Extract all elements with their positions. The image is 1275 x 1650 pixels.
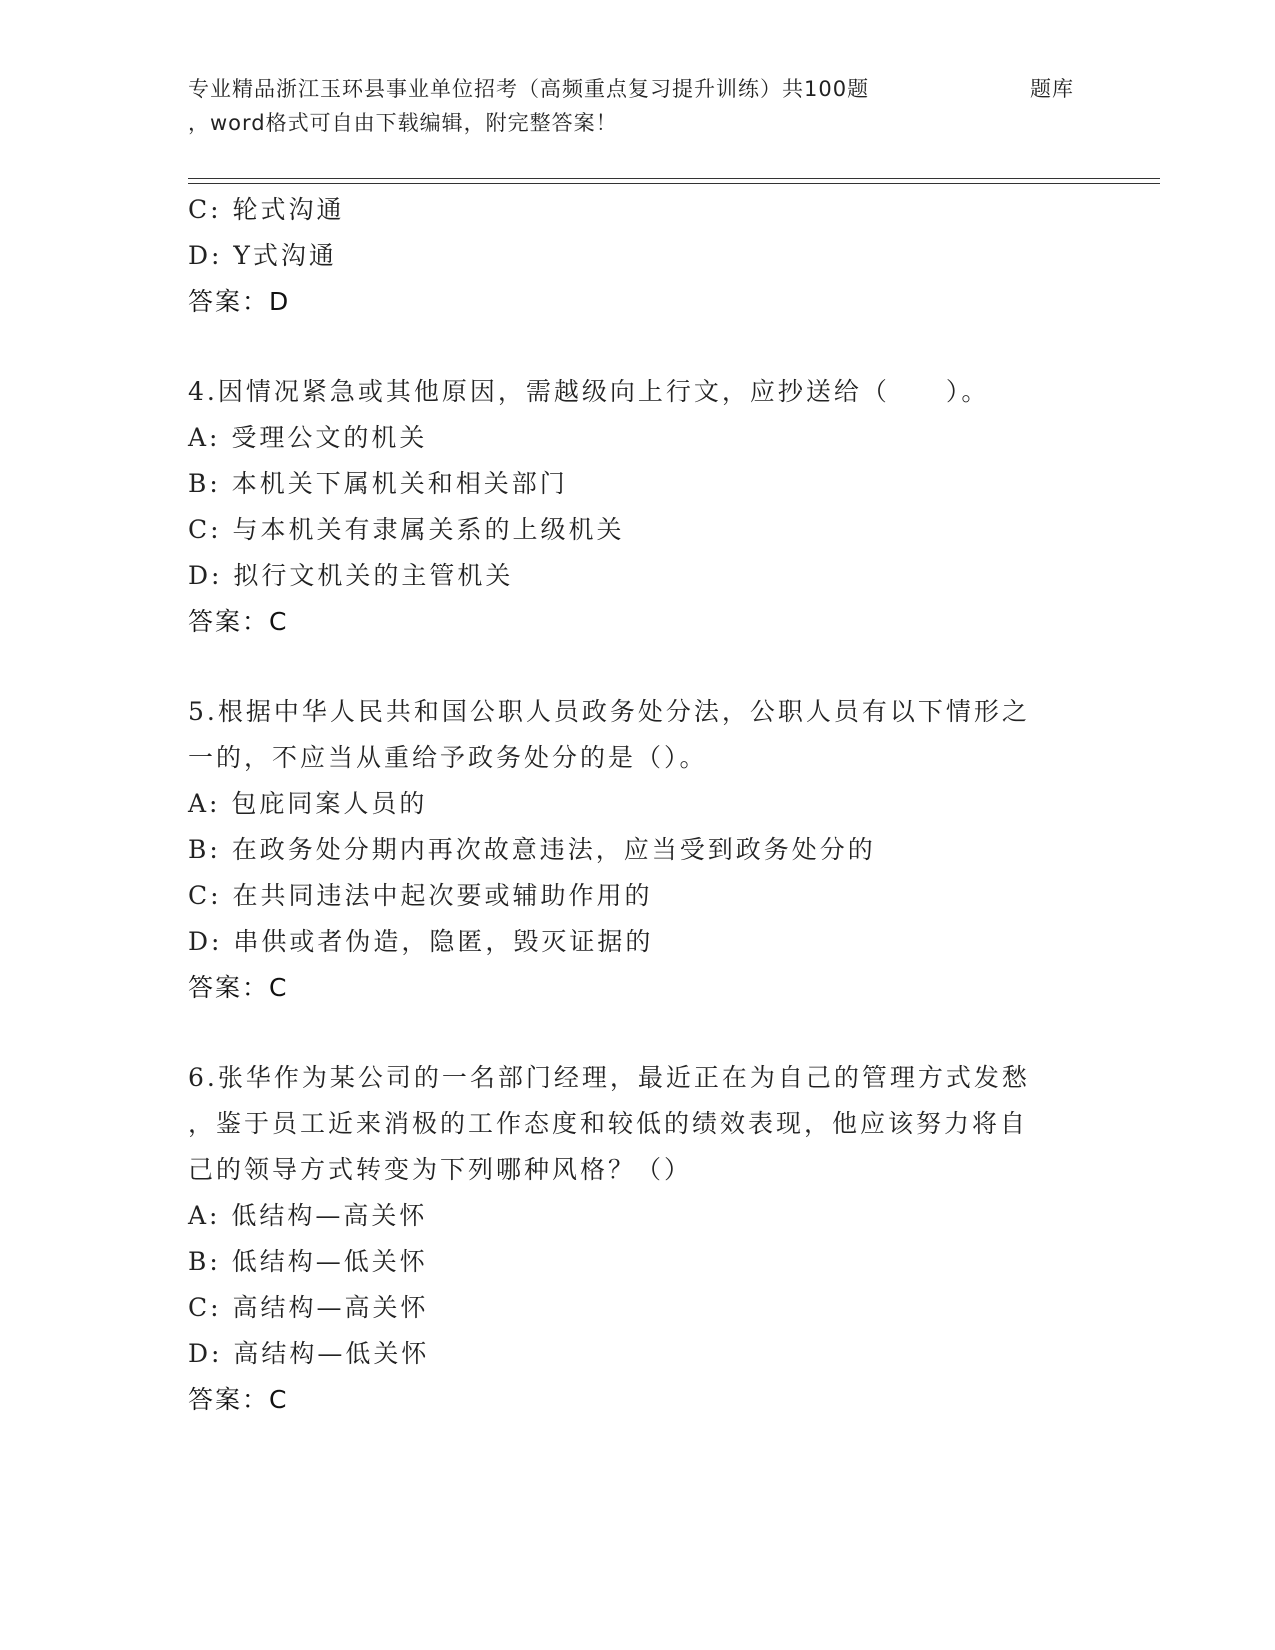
header-line-2: ，word格式可自由下载编辑，附完整答案！ <box>188 111 618 135</box>
question-text: 4.因情况紧急或其他原因，需越级向上行文，应抄送给（ ）。 <box>188 377 990 406</box>
question-text: ，鉴于员工近来消极的工作态度和较低的绩效表现，他应该努力将自 <box>188 1109 1029 1138</box>
header-divider-bottom <box>188 183 1160 184</box>
header-divider-top <box>188 178 1160 179</box>
question-text: 6.张华作为某公司的一名部门经理，最近正在为自己的管理方式发愁 <box>188 1063 1030 1092</box>
option-line: A: 包庇同案人员的 <box>188 789 428 818</box>
option-line: B: 低结构—低关怀 <box>188 1247 428 1276</box>
answer-line: 答案：C <box>188 1385 289 1414</box>
prev-question-block <box>188 187 1088 325</box>
option-line: A: 低结构—高关怀 <box>188 1201 428 1230</box>
document-title: 专业精品浙江玉环县事业单位招考（高频重点复习提升训练）共100题 <box>188 77 870 101</box>
question-text: 己的领导方式转变为下列哪种风格？（） <box>188 1155 693 1184</box>
header-right-label: 题库 <box>1030 77 1074 101</box>
option-line: D: 拟行文机关的主管机关 <box>188 561 514 590</box>
option-line: C: 在共同违法中起次要或辅助作用的 <box>188 881 653 910</box>
answer-line: 答案：C <box>188 973 289 1002</box>
question-block-4 <box>188 369 1088 645</box>
option-line: D: Y式沟通 <box>188 241 337 270</box>
question-block-6 <box>188 1055 1088 1423</box>
option-line: B: 在政务处分期内再次故意违法，应当受到政务处分的 <box>188 835 876 864</box>
option-line: D: 串供或者伪造，隐匿，毁灭证据的 <box>188 927 654 956</box>
question-content <box>188 187 1088 1423</box>
option-line: C: 与本机关有隶属关系的上级机关 <box>188 515 625 544</box>
option-line: D: 高结构—低关怀 <box>188 1339 430 1368</box>
question-block-5 <box>188 689 1088 1011</box>
question-text: 5.根据中华人民共和国公职人员政务处分法，公职人员有以下情形之 <box>188 697 1030 726</box>
question-text: 一的，不应当从重给予政务处分的是（）。 <box>188 743 708 772</box>
answer-line: 答案：C <box>188 607 289 636</box>
page-header <box>188 72 1108 140</box>
option-line: C: 高结构—高关怀 <box>188 1293 429 1322</box>
option-line: B: 本机关下属机关和相关部门 <box>188 469 568 498</box>
option-line: C: 轮式沟通 <box>188 195 345 224</box>
answer-line: 答案：D <box>188 287 291 316</box>
option-line: A: 受理公文的机关 <box>188 423 428 452</box>
header-line-1 <box>188 72 1108 106</box>
